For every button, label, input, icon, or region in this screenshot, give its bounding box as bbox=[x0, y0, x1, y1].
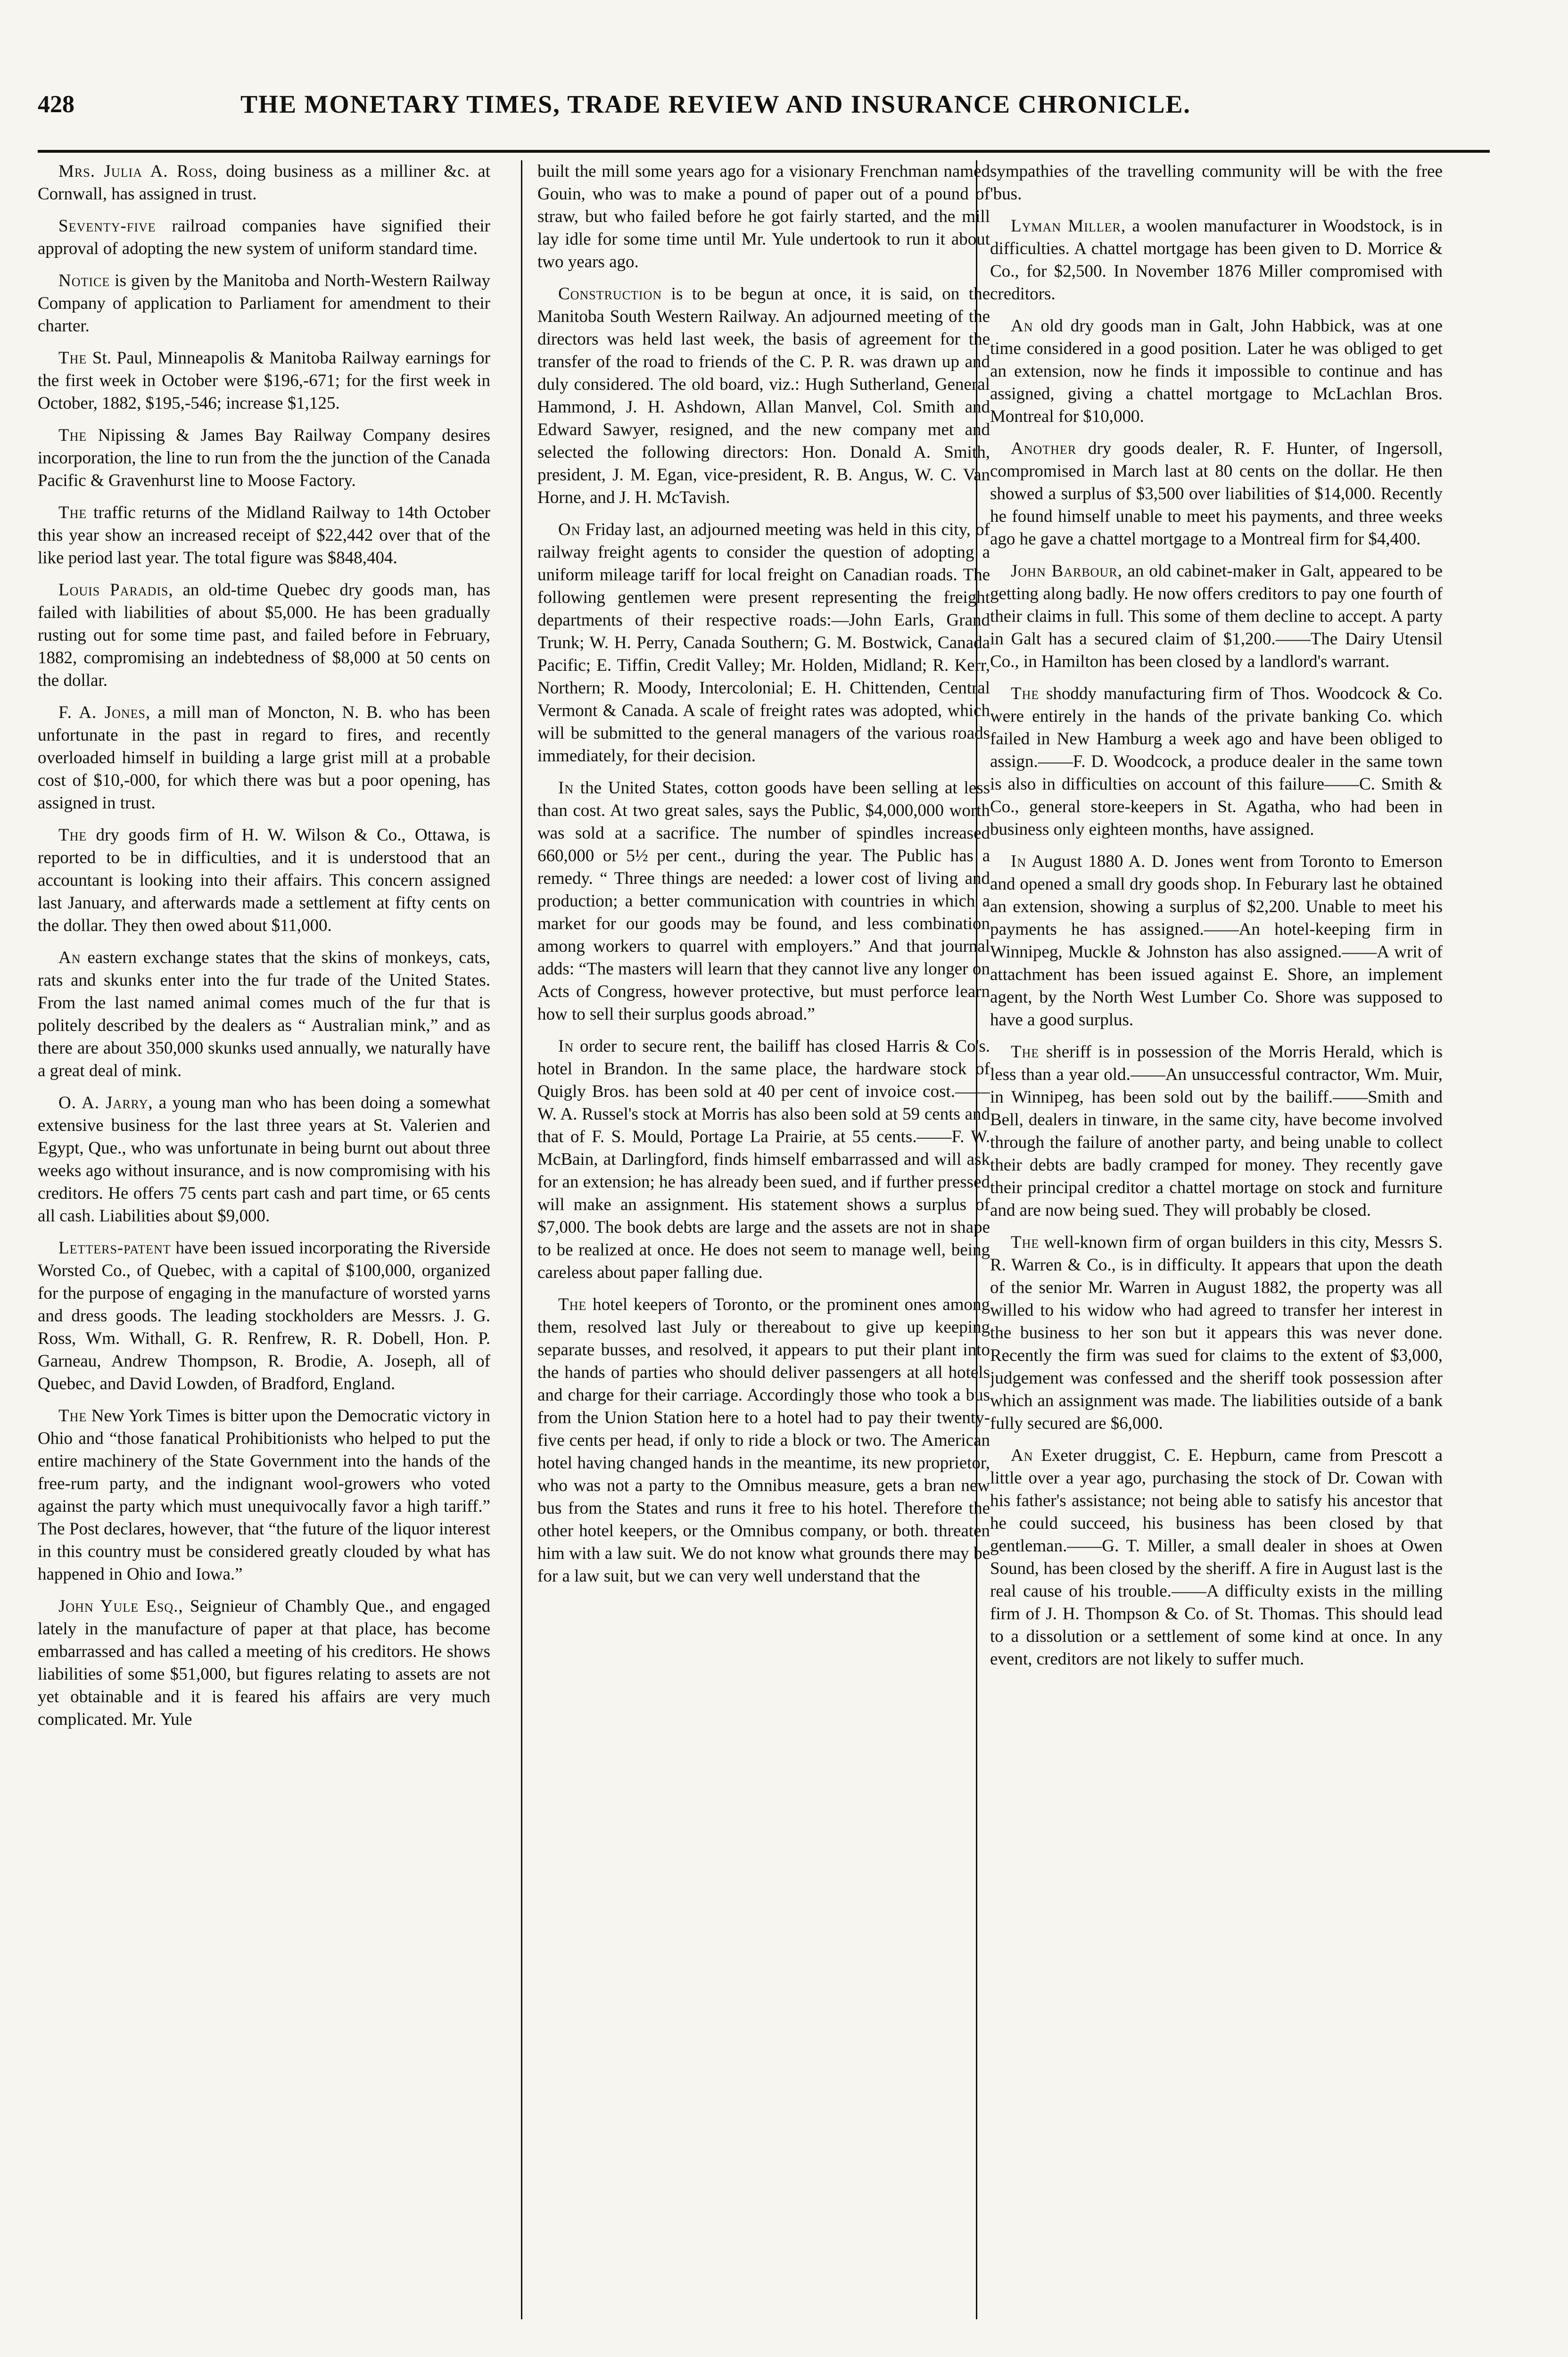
paragraph-lead: Another bbox=[1011, 439, 1077, 458]
page-number: 428 bbox=[38, 91, 74, 118]
paragraph-text: well-known firm of organ builders in this city, Messrs S. R. Warren & Co., is in difficulty. It appears that upon the death of the senior Mr. Warren in August 1882, the property was all willed to his widow who had agreed to transfer her interest in the business to her son but it appears this was never done. Recently the firm was sued for claims to the extent of $3,000, judgement was confessed and the sheriff took possession after which an assignment was made. The liabilities outside of a bank fully secured are $6,000. bbox=[990, 1233, 1443, 1433]
news-paragraph bbox=[990, 1041, 1443, 1222]
news-paragraph bbox=[990, 437, 1443, 551]
paragraph-text: built the mill some years ago for a visionary Frenchman named Gouin, who was to make a pound of paper out of a pound of straw, but who failed before he got fairly started, and the mill lay idle for some time until Mr. Yule undertook to run it about two years ago. bbox=[537, 162, 990, 272]
paragraph-lead: F. A. Jones, bbox=[58, 703, 151, 722]
paragraph-text: an old cabinet-maker in Galt, appeared to be getting along badly. He now offers creditors to pay one fourth of their claims in full. This some of them decline to accept. A party in Galt has a secured claim of $1,200.——The Dairy Utensil Co., in Hamilton has been closed by a landlord's warrant. bbox=[990, 561, 1443, 671]
paragraph-text: August 1880 A. D. Jones went from Toronto to Emerson and opened a small dry goods shop. In Feburary last he obtained an extension, showing a surplus of $2,200. Unable to meet his payments he has assigned.——An hotel-keeping firm in Winnipeg, Muckle & Johnston has also assigned.——A writ of attachment has been issued against E. Shore, an implement agent, by the North West Lumber Co. Shore was supposed to have a good surplus. bbox=[990, 852, 1443, 1030]
header-rule bbox=[38, 150, 1490, 153]
news-paragraph bbox=[38, 947, 490, 1082]
paragraph-text: dry goods dealer, R. F. Hunter, of Ingersoll, compromised in March last at 80 cents on the dollar. He then showed a surplus of $3,500 over liabilities of $14,000. Recently he found himself unable to meet his payments, and three weeks ago he gave a chattel mortgage to a Montreal firm for $4,400. bbox=[990, 439, 1443, 549]
news-paragraph bbox=[990, 160, 1443, 206]
paragraph-lead: An bbox=[58, 948, 81, 967]
paragraph-lead: The bbox=[58, 348, 87, 368]
paragraph-lead: In bbox=[1011, 852, 1027, 871]
news-paragraph bbox=[537, 1294, 990, 1588]
paragraph-text: Seignieur of Chambly Que., and engaged lately in the manufacture of paper at that place, has become embarrassed and has called a meeting of his creditors. He shows liabilities of some $51,000, but figures relating to assets are not yet obtainable and it is feared his affairs are very much complicated. Mr. Yule bbox=[38, 1597, 490, 1729]
paragraph-text: St. Paul, Minneapolis & Manitoba Railway earnings for the first week in October were $196,-671; for the first week in October, 1882, $195,-546; increase $1,125. bbox=[38, 348, 490, 413]
paragraph-lead: In bbox=[558, 778, 574, 798]
paragraph-text: old dry goods man in Galt, John Habbick, was at one time considered in a good position. Later he was obliged to get an extension, now he finds it impossible to continue and has assigned, giving a chattel mortgage to McLachlan Bros. Montreal for $10,000. bbox=[990, 316, 1443, 426]
paragraph-lead: Mrs. Julia A. Ross, bbox=[58, 162, 218, 181]
news-paragraph bbox=[537, 777, 990, 1026]
paragraph-text: is to be begun at once, it is said, on the Manitoba South Western Railway. An adjourned meeting of the directors was held last week, the basis of agreement for the transfer of the road to friends of the C. P. R. was drawn up and duly considered. The old board, viz.: Hugh Sutherland, General Hammond, J. H. Ashdown, Allan Manvel, Col. Smith and Edward Sawyer, resigned, and the new company met and selected the following directors: Hon. Donald A. Smith, president, J. M. Egan, vice-president, R. B. Angus, W. C. Van Horne, and J. H. McTavish. bbox=[537, 284, 990, 507]
news-paragraph bbox=[38, 579, 490, 692]
paragraph-text: have been issued incorporating the Riverside Worsted Co., of Quebec, with a capital of $100,000, organized for the purpose of engaging in the manufacture of worsted yarns and dress goods. The leading stockholders are Messrs. J. G. Ross, Wm. Withall, G. R. Renfrew, R. R. Dobell, Hon. P. Garneau, Andrew Thompson, R. Brodie, A. Joseph, all of Quebec, and David Lowden, of Bradford, England. bbox=[38, 1238, 490, 1393]
news-paragraph bbox=[990, 683, 1443, 841]
paragraph-lead: The bbox=[1011, 1042, 1040, 1062]
paragraph-text: sheriff is in possession of the Morris Herald, which is less than a year old.——An unsuccessful contractor, Wm. Muir, in Winnipeg, has been sold out by the bailiff.——Smith and Bell, dealers in tinware, in the same city, have become involved through the failure of another party, and being unable to collect their debts are badly cramped for money. They recently gave their principal creditor a chattel mortage on stock and furniture and are now being sued. They will probably be closed. bbox=[990, 1042, 1443, 1220]
news-paragraph bbox=[38, 424, 490, 492]
news-paragraph bbox=[38, 1092, 490, 1228]
news-paragraph bbox=[990, 315, 1443, 428]
paragraph-lead: The bbox=[58, 503, 87, 522]
paragraph-text: Friday last, an adjourned meeting was held in this city, of railway freight agents to consider the question of adopting a uniform mileage tariff for local freight on Canadian roads. The following gentlemen were present representing the freight departments of their respective roads:—John Earls, Grand Trunk; W. H. Perry, Canada Southern; G. M. Bostwick, Canada Pacific; E. Tiffin, Credit Valley; Mr. Holden, Midland; R. Kerr, Northern; R. Moody, Intercolonial; E. H. Chittenden, Central Vermont & Canada. A scale of freight rates was adopted, which will be submitted to the general managers of the various roads immediately, for their decision. bbox=[537, 520, 990, 766]
paragraph-text: New York Times is bitter upon the Democratic victory in Ohio and “those fanatical Prohibitionists who helped to put the entire machinery of the State Government into the hands of the free-rum party, and the indignant wool-growers who voted against the party which must unequivocally favor a high tariff.” The Post declares, however, that “the future of the liquor interest in this country must be considered greatly clouded by what has happened in Ohio and Iowa.” bbox=[38, 1406, 490, 1584]
news-paragraph bbox=[537, 1035, 990, 1284]
column-middle bbox=[537, 160, 990, 2338]
paragraph-text: order to secure rent, the bailiff has closed Harris & Co's. hotel in Brandon. In the same place, the hardware stock of Quigly Bros. has been sold at 40 per cent of invoice cost.——W. A. Russel's stock at Morris has also been sold at 59 cents and that of F. S. Mould, Portage La Prairie, at 55 cents.——F. W. McBain, at Darlingford, finds himself embarrassed and will ask for an extension; he has already been sued, and if further pressed will make an assignment. His statement shows a surplus of $7,000. The book debts are large and the assets are not in shape to be realized at once. He does not seem to manage well, being careless about paper falling due. bbox=[537, 1037, 990, 1282]
paragraph-lead: O. A. Jarry, bbox=[58, 1093, 153, 1113]
paragraph-text: hotel keepers of Toronto, or the prominent ones among them, resolved last July or thereabout to give up keeping separate busses, and resolved, it appears to put their plant into the hands of parties who should deliver passengers at all hotels and charge for their carriage. Accordingly those who took a bus from the Union Station here to a hotel had to pay their twenty-five cents per head, if only to ride a block or two. The American hotel having changed hands in the meantime, its new proprietor, who was not a party to the Omnibus measure, gets a bran new bus from the States and runs it free to his hotel. Therefore the other hotel keepers, or the Omnibus company, or both. threaten him with a law suit. We do not know what grounds there may be for a law suit, but we can very well understand that the bbox=[537, 1295, 990, 1586]
column-left bbox=[38, 160, 490, 2338]
paragraph-lead: The bbox=[1011, 1233, 1040, 1252]
news-paragraph bbox=[990, 1231, 1443, 1435]
paragraph-lead: The bbox=[1011, 684, 1040, 703]
paragraph-text: railroad companies have signified their approval of adopting the new system of uniform standard time. bbox=[38, 216, 490, 258]
paragraph-lead: Letters-patent bbox=[58, 1238, 171, 1258]
paragraph-lead: Seventy-five bbox=[58, 216, 156, 236]
paragraph-text: dry goods firm of H. W. Wilson & Co., Ottawa, is reported to be in difficulties, and it is understood that an accountant is looking into their affairs. This concern assigned last January, and afterwards made a settlement at fifty cents on the dollar. They then owed about $11,000. bbox=[38, 825, 490, 935]
page-header bbox=[38, 85, 1490, 137]
paragraph-lead: Notice bbox=[58, 271, 110, 290]
paragraph-text: Exeter druggist, C. E. Hepburn, came from Prescott a little over a year ago, purchasing the stock of Dr. Cowan with his father's assistance; not being able to satisfy his ancestor that he could succeed, his business has been closed by that gentleman.——G. T. Miller, a small dealer in shoes at Owen Sound, has been closed by the sheriff. A fire in August last is the real cause of his trouble.——A difficulty exists in the milling firm of J. H. Thompson & Co. of St. Thomas. This should lead to a dissolution or a settlement of some kind at once. In any event, creditors are not likely to suffer much. bbox=[990, 1446, 1443, 1669]
news-paragraph bbox=[537, 283, 990, 509]
paragraph-text: a young man who has been doing a somewhat extensive business for the last three years at St. Valerien and Egypt, Que., who was unfortunate in being burnt out about three weeks ago without insurance, and is now compromising with his creditors. He offers 75 cents part cash and part time, or 65 cents all cash. Liabilities about $9,000. bbox=[38, 1093, 490, 1226]
news-paragraph bbox=[38, 270, 490, 338]
news-paragraph bbox=[990, 560, 1443, 673]
news-paragraph bbox=[38, 1237, 490, 1395]
paragraph-lead: John Yule Esq., bbox=[58, 1597, 183, 1616]
paragraph-lead: The bbox=[58, 426, 87, 445]
paragraph-lead: Construction bbox=[558, 284, 662, 304]
paragraph-text: doing business as a milliner &c. at Cornwall, has assigned in trust. bbox=[38, 162, 490, 204]
news-paragraph bbox=[38, 824, 490, 937]
paragraph-lead: Louis Paradis, bbox=[58, 580, 173, 600]
paragraph-text: Nipissing & James Bay Railway Company desires incorporation, the line to run from the the junction of the Canada Pacific & Gravenhurst line to Moose Factory. bbox=[38, 426, 490, 490]
paragraph-lead: An bbox=[1011, 316, 1033, 336]
paragraph-text: shoddy manufacturing firm of Thos. Woodcock & Co. were entirely in the hands of the private banking Co. which failed in New Hamburg a week ago and have been obliged to assign.——F. D. Woodcock, a produce dealer in the same town is also in difficulties on account of this failure——C. Smith & Co., general store-keepers in St. Agatha, who had been in business only eighteen months, have assigned. bbox=[990, 684, 1443, 839]
paragraph-text: traffic returns of the Midland Railway to 14th October this year show an increased receipt of $22,442 over that of the like period last year. The total figure was $848,404. bbox=[38, 503, 490, 568]
news-paragraph bbox=[38, 1405, 490, 1586]
paragraph-text: sympathies of the travelling community will be with the free 'bus. bbox=[990, 162, 1443, 204]
paragraph-text: a woolen manufacturer in Woodstock, is in difficulties. A chattel mortgage has been given to D. Morrice & Co., for $2,500. In November 1876 Miller compromised with creditors. bbox=[990, 216, 1443, 304]
paragraph-text: an old-time Quebec dry goods man, has failed with liabilities of about $5,000. He has been gradually rusting out for some time past, and failed before in February, 1882, compromising an indebtedness of $8,000 at 50 cents on the dollar. bbox=[38, 580, 490, 690]
news-paragraph bbox=[38, 215, 490, 260]
paragraph-lead: In bbox=[558, 1037, 574, 1056]
news-paragraph bbox=[38, 1595, 490, 1731]
paragraph-lead: Lyman Miller, bbox=[1011, 216, 1126, 236]
journal-title: THE MONETARY TIMES, TRADE REVIEW AND INSURANCE CHRONICLE. bbox=[240, 90, 1191, 118]
column-right bbox=[990, 160, 1443, 2338]
paragraph-lead: The bbox=[558, 1295, 587, 1314]
paragraph-text: is given by the Manitoba and North-Western Railway Company of application to Parliament for amendment to their charter. bbox=[38, 271, 490, 336]
paragraph-lead: An bbox=[1011, 1446, 1033, 1465]
paragraph-lead: John Barbour, bbox=[1011, 561, 1122, 581]
news-paragraph bbox=[537, 160, 990, 273]
news-paragraph bbox=[537, 519, 990, 767]
column-divider bbox=[521, 160, 522, 2319]
news-paragraph bbox=[38, 502, 490, 569]
news-paragraph bbox=[990, 850, 1443, 1031]
news-paragraph bbox=[38, 701, 490, 815]
paragraph-lead: The bbox=[58, 1406, 87, 1426]
paragraph-text: the United States, cotton goods have been selling at less than cost. At two great sales, says the Public, $4,000,000 worth was sold at a sacrifice. The number of spindles increased 660,000 or 5½ per cent., during the year. The Public has a remedy. “ Three things are needed: a lower cost of living and production; a better communication with countries in which a market for our goods may be found, and less combination among workers to quarrel with employers.” And that journal adds: “The masters will learn that they cannot live any longer on Acts of Congress, however protective, but must perforce learn how to sell their surplus goods abroad.” bbox=[537, 778, 990, 1024]
paragraph-text: a mill man of Moncton, N. B. who has been unfortunate in the past in regard to fires, and recently overloaded himself in building a large grist mill at a probable cost of $10,-000, for which there was but a poor opening, has assigned in trust. bbox=[38, 703, 490, 813]
paragraph-lead: On bbox=[558, 520, 581, 539]
paragraph-lead: The bbox=[58, 825, 87, 845]
news-paragraph bbox=[990, 215, 1443, 305]
paragraph-text: eastern exchange states that the skins of monkeys, cats, rats and skunks enter into the fur trade of the United States. From the last named animal comes much of the fur that is politely described by the dealers as “ Australian mink,” and as there are about 350,000 skunks used annually, we naturally have a great deal of mink. bbox=[38, 948, 490, 1080]
news-paragraph bbox=[990, 1444, 1443, 1671]
news-paragraph bbox=[38, 160, 490, 206]
news-paragraph bbox=[38, 347, 490, 415]
